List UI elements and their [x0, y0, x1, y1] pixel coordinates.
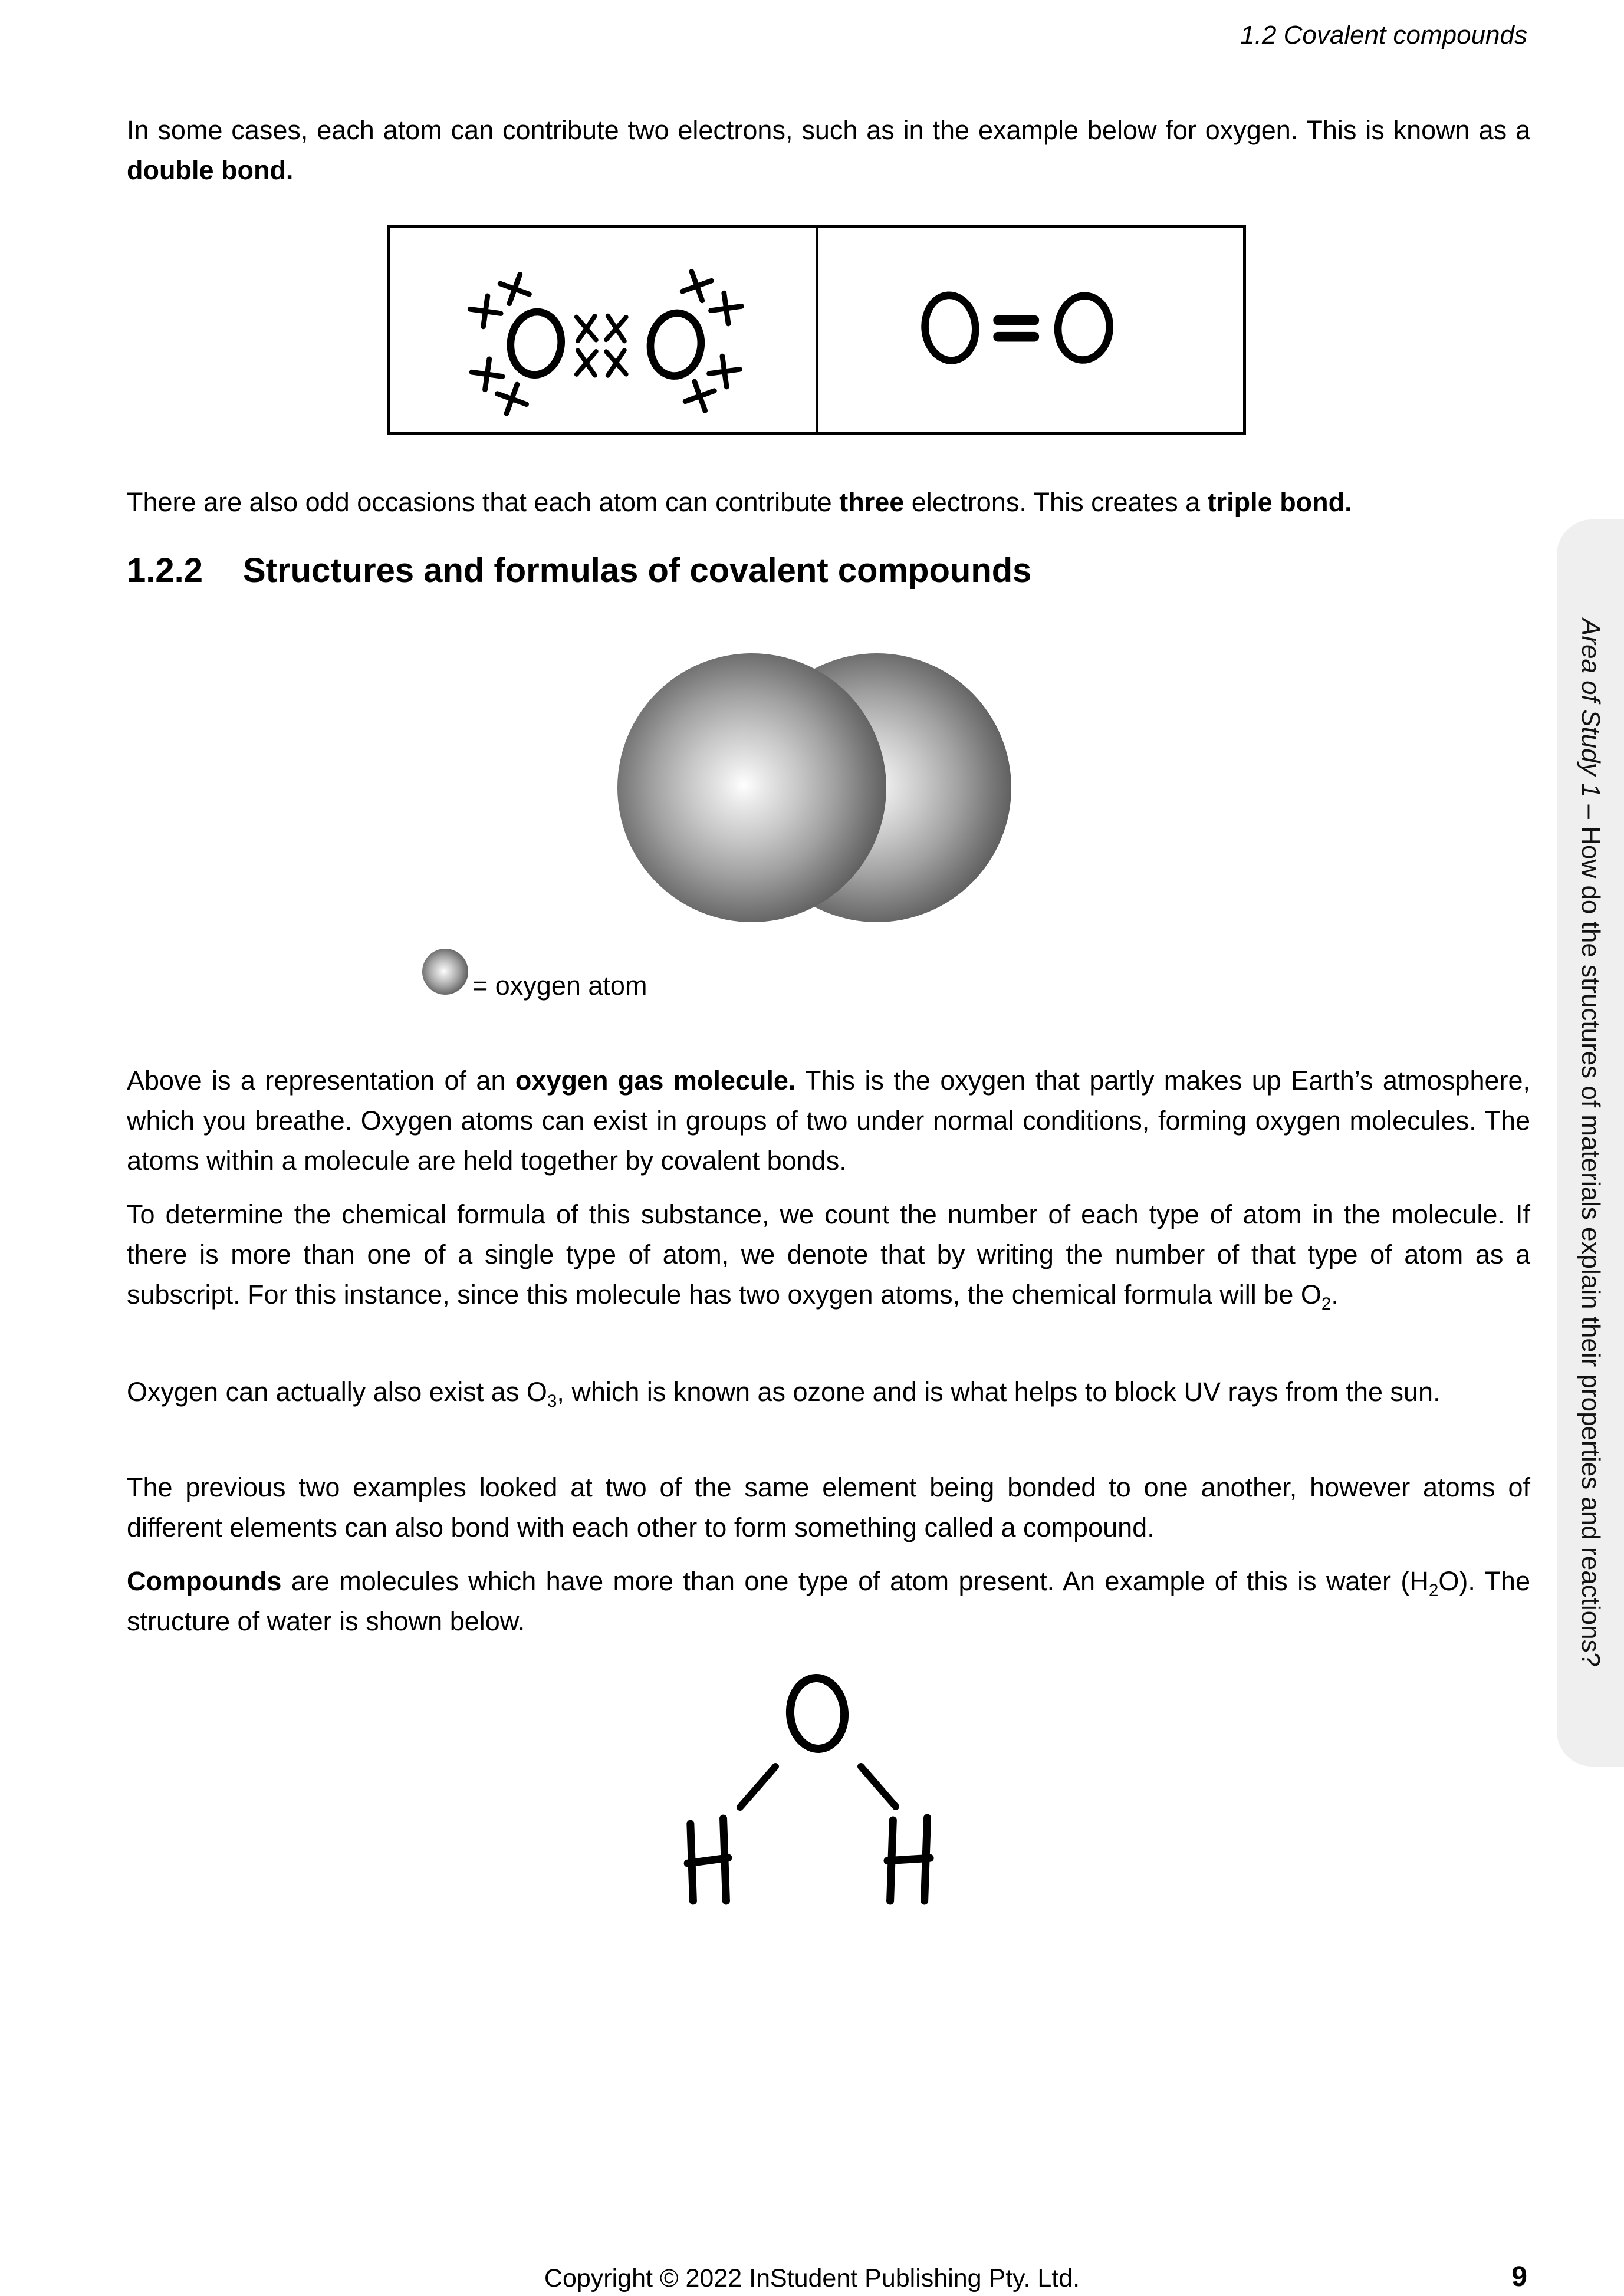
- legend-label: = oxygen atom: [472, 971, 647, 1001]
- section-number: 1.2.2: [127, 551, 203, 590]
- sidebar-label-regular: – How do the structures of materials explain their properties and reactions?: [1576, 797, 1605, 1667]
- paragraph-oxygen-gas: Above is a representation of an oxygen gas molecule. This is the oxygen that partly makes up Earth’s atmosphere, which you breathe. Oxygen atoms can exist in groups of two under normal conditions, forming oxygen molecules. The atoms within a molecule are held together by covalent bonds.: [127, 1065, 1531, 1176]
- formula-oxygen-left: [922, 293, 978, 363]
- oxygen-letter-right: [647, 310, 705, 379]
- area-of-study-sidebar: [1557, 519, 1624, 1767]
- lone-pair-plus-icons-right: [677, 267, 744, 416]
- sidebar-label-italic: Area of Study 1: [1576, 619, 1605, 798]
- section-heading: [127, 549, 1031, 593]
- paragraph-ozone: Oxygen can actually also exist as $O_3$, which is known as ozone and is what helps to block UV rays from the sun.: [127, 1377, 1441, 1411]
- paragraph-triple-bond: There are also odd occasions that each atom can contribute three electrons. This creates a triple bond.: [127, 487, 1352, 517]
- double-bond-bar-top: [993, 315, 1039, 325]
- sidebar-label: [1576, 619, 1605, 1667]
- footer-copyright: Copyright © 2022 InStudent Publishing Pty. Ltd.: [544, 2264, 1080, 2292]
- double-bond-bar-bottom: [993, 332, 1039, 342]
- section-title: Structures and formulas of covalent compounds: [243, 551, 1032, 590]
- oxygen-letter-left: [507, 309, 565, 378]
- paragraph-compounds-water: Compounds are molecules which have more than one type of atom present. An example of this is water $(H_2O)$. The structure of water is shown below.: [127, 1566, 1530, 1636]
- paragraph-formula: To determine the chemical formula of this substance, we count the number of each type of atom in the molecule. If there is more than one of a single type of atom, we denote that by writing the number of that type of atom as a subscript. For this instance, since this molecule has two oxygen atoms, the chemical formula will be $O_2$.: [127, 1199, 1530, 1314]
- water-structure-figure: [678, 1669, 961, 1916]
- bond-right: [861, 1767, 896, 1807]
- legend-sphere-icon: [422, 949, 468, 995]
- water-hydrogen-left: [686, 1818, 730, 1902]
- page-header: 1.2 Covalent compounds: [1240, 21, 1527, 50]
- water-structure-canvas: [678, 1669, 961, 1916]
- water-hydrogen-right: [886, 1817, 932, 1902]
- shared-electron-cross-icons: [577, 316, 626, 376]
- formula-oxygen-right: [1056, 294, 1113, 362]
- double-bond-figure-canvas: [390, 228, 1243, 432]
- double-bond-figure: [387, 225, 1246, 435]
- lewis-dot-cross-diagram: [468, 267, 744, 419]
- water-oxygen-letter: [788, 1676, 847, 1751]
- lone-pair-plus-icons-left: [468, 269, 535, 419]
- structural-formula-o2: [922, 293, 1112, 363]
- paragraph-compound: The previous two examples looked at two of the same element being bonded to one another, however atoms of different elements can also bond with each other to form something called a compound.: [127, 1472, 1530, 1542]
- oxygen-atom-sphere-left: [617, 653, 886, 922]
- page-number: 9: [1511, 2261, 1527, 2292]
- bond-left: [740, 1767, 775, 1807]
- paragraph-intro-double-bond: In some cases, each atom can contribute two electrons, such as in the example below for oxygen. This is known as a double bond.: [127, 115, 1530, 185]
